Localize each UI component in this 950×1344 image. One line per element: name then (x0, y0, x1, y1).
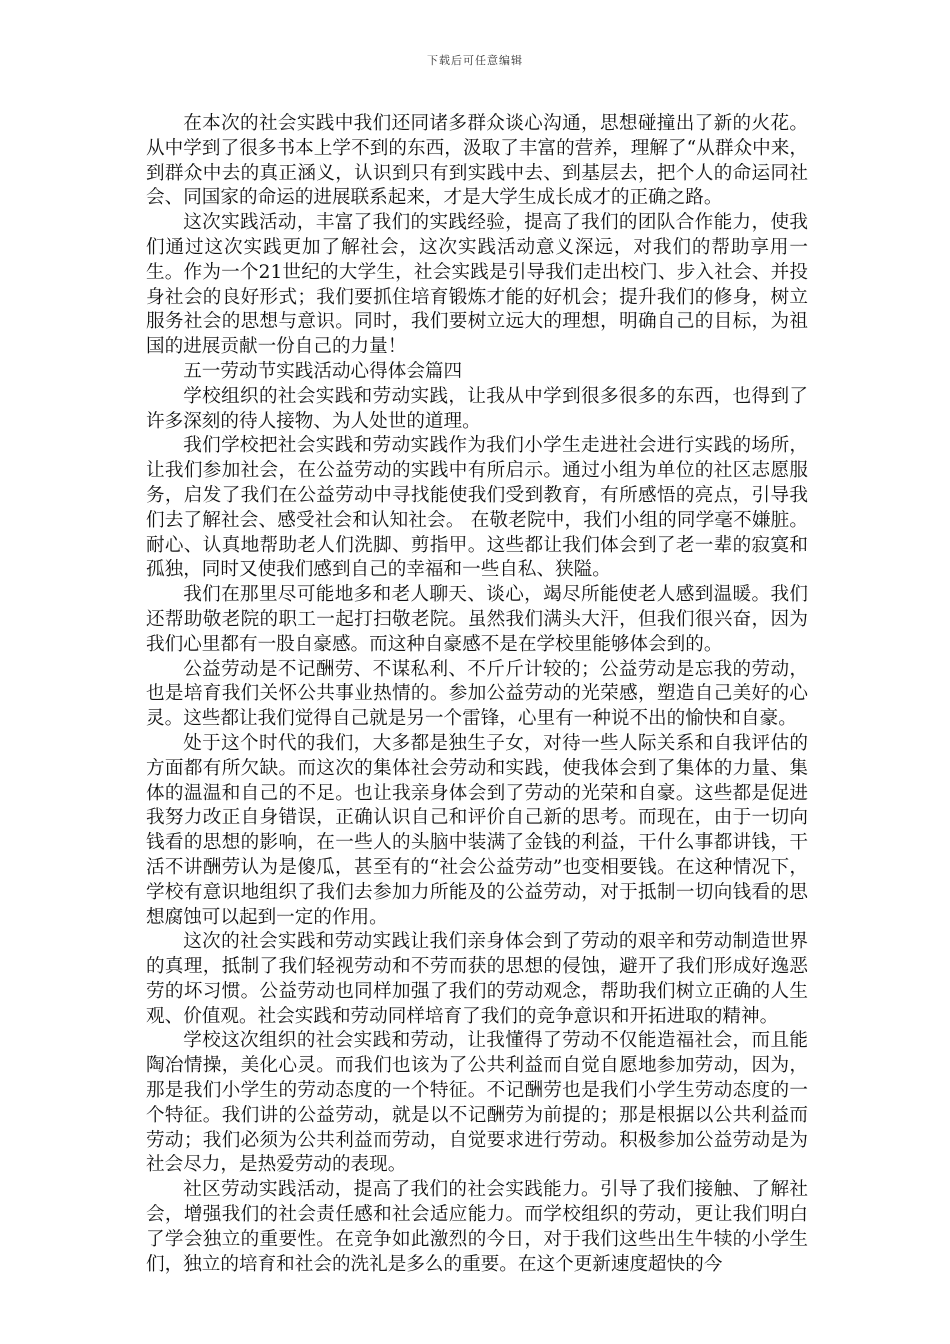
paragraph-4: 我们学校把社会实践和劳动实践作为我们小学生走进社会进行实践的场所，让我们参加社会，在公益劳动的实践中有所启示。通过小组为单位的社区志愿服务，启发了我们在公益劳动中寻找能使我们受到教育，有所感悟的亮点，引导我们去了解社会、感受社会和认知社会。 在敬老院中，我们小组的同学毫不嫌脏。耐心、认真地帮助老人们洗脚、剪指甲。这些都让我们体会到了老一辈的寂寞和孤独，同时又使我们感到自己的幸福和一些自私、狭隘。 (146, 435, 808, 581)
paragraph-7: 处于这个时代的我们，大多都是独生子女，对待一些人际关系和自我评估的方面都有所欠缺。而这次的集体社会劳动和实践，使我体会到了集体的力量、集体的温温和自己的不足。也让我亲身体会到了劳动的光荣和自豪。这些都是促进我努力改正自身错误，正确认识自己和评价自己新的思考。而现在，由于一切向钱看的思想的影响，在一些人的头脑中装满了金钱的利益，干什么事都讲钱，干活不讲酬劳认为是傻瓜，甚至有的“社会公益劳动”也变相要钱。在这种情况下，学校有意识地组织了我们去参加力所能及的公益劳动，对于抵制一切向钱看的思想腐蚀可以起到一定的作用。 (146, 732, 808, 928)
paragraph-10: 社区劳动实践活动，提高了我们的社会实践能力。引导了我们接触、了解社会，增强我们的社会责任感和社会适应能力。而学校组织的劳动，更让我们明白了学会独立的重要性。在竞争如此激烈的今日，对于我们这些出生牛犊的小学生们，独立的培育和社会的洗礼是多么的重要。在这个更新速度超快的今 (146, 1179, 808, 1275)
section-heading: 五一劳动节实践活动心得体会篇四 (183, 360, 463, 382)
paragraph-1: 在本次的社会实践中我们还同诸多群众谈心沟通，思想碰撞出了新的火花。从中学到了很多书本上学不到的东西，汲取了丰富的营养，理解了“从群众中来，到群众中去的真正涵义，认识到只有到实践中去、到基层去，把个人的命运同社会、同国家的命运的进展联系起来，才是大学生成长成才的正确之路。 (146, 113, 808, 209)
page-header: 下载后可任意编辑 (427, 54, 523, 67)
paragraph-9: 学校这次组织的社会实践和劳动，让我懂得了劳动不仅能造福社会，而且能陶冶情操，美化心灵。而我们也该为了公共利益而自觉自愿地参加劳动，因为，那是我们小学生的劳动态度的一个特征。不记酬劳也是我们小学生劳动态度的一个特征。我们讲的公益劳动，就是以不记酬劳为前提的；那是根据以公共利益而劳动；我们必须为公共利益而劳动，自觉要求进行劳动。积极参加公益劳动是为社会尽力，是热爱劳动的表现。 (146, 1030, 808, 1176)
document-body (146, 112, 808, 1277)
paragraph-2: 这次实践活动，丰富了我们的实践经验，提高了我们的团队合作能力，使我们通过这次实践更加了解社会，这次实践活动意义深远，对我们的帮助享用一生。作为一个21世纪的大学生，社会实践是引导我们走出校门、步入社会、并投身社会的良好形式；我们要抓住培育锻炼才能的好机会；提升我们的修身，树立服务社会的思想与意识。同时，我们要树立远大的理想，明确自己的目标，为祖国的进展贡献一份自己的力量！ (146, 212, 808, 358)
paragraph-3: 学校组织的社会实践和劳动实践，让我从中学到很多很多的东西，也得到了许多深刻的待人接物、为人处世的道理。 (146, 385, 808, 432)
paragraph-5: 我们在那里尽可能地多和老人聊天、谈心，竭尽所能使老人感到温暖。我们还帮助敬老院的职工一起打扫敬老院。虽然我们满头大汗，但我们很兴奋，因为我们心里都有一股自豪感。而这种自豪感不是在学校里能够体会到的。 (146, 584, 808, 655)
paragraph-6: 公益劳动是不记酬劳、不谋私利、不斤斤计较的；公益劳动是忘我的劳动，也是培育我们关怀公共事业热情的。参加公益劳动的光荣感，塑造自己美好的心灵。这些都让我们觉得自己就是另一个雷锋，心里有一种说不出的愉快和自豪。 (146, 658, 808, 730)
paragraph-8: 这次的社会实践和劳动实践让我们亲身体会到了劳动的艰辛和劳动制造世界的真理，抵制了我们轻视劳动和不劳而获的思想的侵蚀，避开了我们形成好逸恶劳的坏习惯。公益劳动也同样加强了我们的劳动观念，帮助我们树立正确的人生观、价值观。社会实践和劳动同样培育了我们的竞争意识和开拓进取的精神。 (146, 931, 808, 1027)
